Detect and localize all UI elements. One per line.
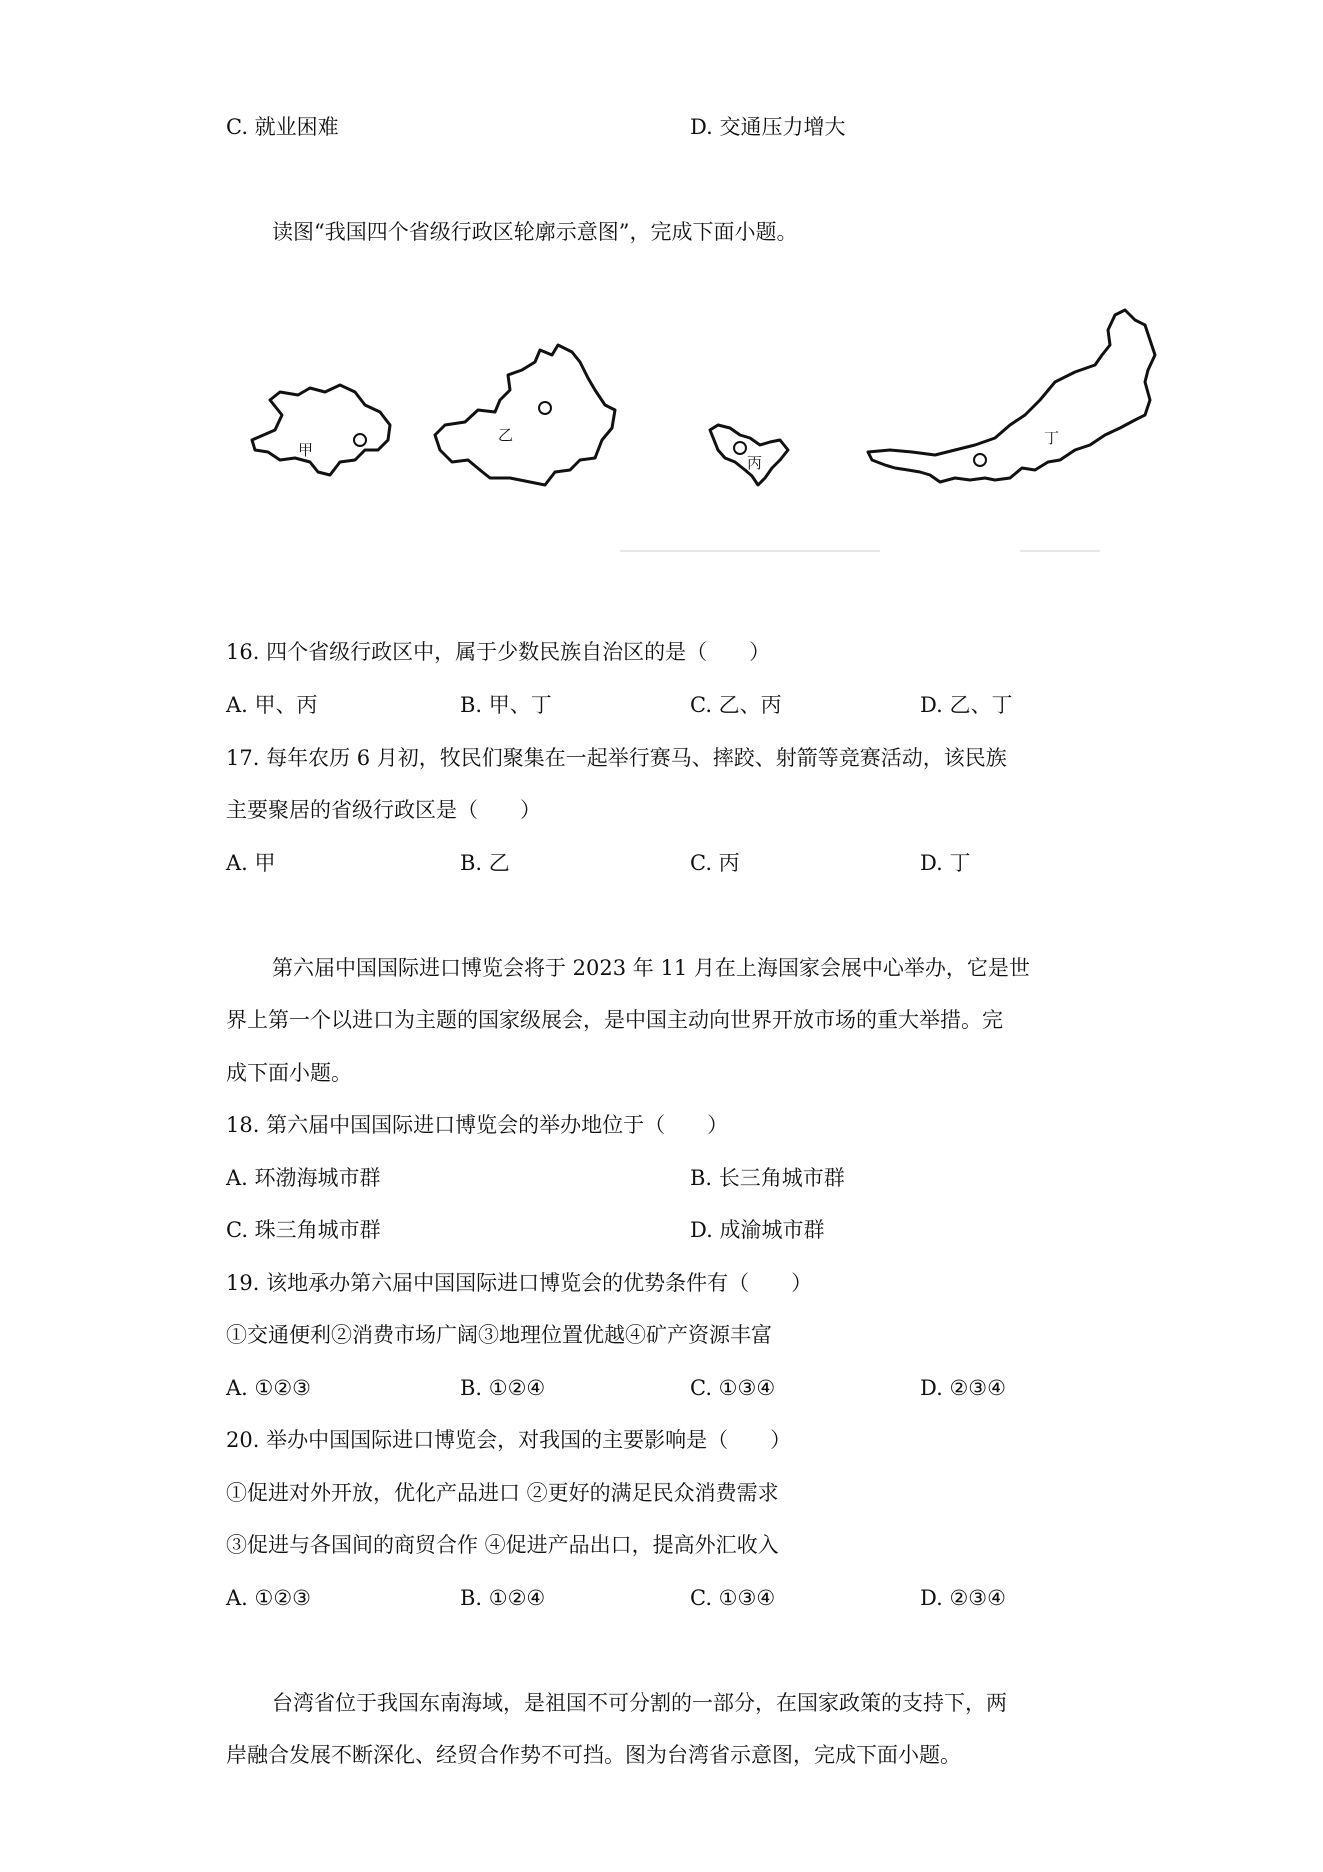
expo-intro-line3: 成下面小题。 <box>226 1061 352 1085</box>
map-label-jia: 甲 <box>298 441 314 459</box>
q20-option-b: B. ①②④ <box>460 1586 546 1610</box>
q18-option-d: D. 成渝城市群 <box>690 1218 825 1242</box>
expo-intro-line1: 第六届中国国际进口博览会将于 2023 年 11 月在上海国家会展中心举办，它是世 <box>272 956 1030 980</box>
q20-stem: 20. 举办中国国际进口博览会，对我国的主要影响是（ ） <box>226 1428 792 1452</box>
q20-items-line1: ①促进对外开放，优化产品进口 ②更好的满足民众消费需求 <box>226 1481 779 1505</box>
capital-marker-yi <box>539 402 551 414</box>
province-outline-map <box>240 300 1170 565</box>
q17-option-d: D. 丁 <box>920 851 971 875</box>
taiwan-intro-line2: 岸融合发展不断深化、经贸合作势不可挡。图为台湾省示意图，完成下面小题。 <box>226 1743 961 1767</box>
province-outline-jia <box>252 385 390 475</box>
q17-option-a: A. 甲 <box>226 851 276 875</box>
q18-option-c: C. 珠三角城市群 <box>226 1218 381 1242</box>
capital-marker-ding <box>974 454 986 466</box>
q20-option-a: A. ①②③ <box>226 1586 311 1610</box>
q16-option-a: A. 甲、丙 <box>226 693 318 717</box>
q19-option-c: C. ①③④ <box>690 1376 776 1400</box>
q17-stem-line2: 主要聚居的省级行政区是（ ） <box>226 798 541 822</box>
map-label-ding: 丁 <box>1044 429 1060 447</box>
q19-option-d: D. ②③④ <box>920 1376 1006 1400</box>
q15-option-d: D. 交通压力增大 <box>690 115 846 139</box>
q16-option-b: B. 甲、丁 <box>460 693 552 717</box>
capital-marker-bing <box>734 442 746 454</box>
q19-stem: 19. 该地承办第六届中国国际进口博览会的优势条件有（ ） <box>226 1271 813 1295</box>
capital-marker-jia <box>354 434 366 446</box>
province-outline-yi <box>435 345 615 485</box>
q17-option-b: B. 乙 <box>460 851 510 875</box>
province-outline-ding <box>868 310 1155 482</box>
q17-option-c: C. 丙 <box>690 851 740 875</box>
q20-option-d: D. ②③④ <box>920 1586 1006 1610</box>
q19-items: ①交通便利②消费市场广阔③地理位置优越④矿产资源丰富 <box>226 1323 772 1347</box>
q15-option-c: C. 就业困难 <box>226 115 339 139</box>
q17-stem-line1: 17. 每年农历 6 月初，牧民们聚集在一起举行赛马、摔跤、射箭等竞赛活动，该民族 <box>226 746 1007 770</box>
map-label-yi: 乙 <box>498 426 514 444</box>
expo-intro-line2: 界上第一个以进口为主题的国家级展会，是中国主动向世界开放市场的重大举措。完 <box>226 1008 1003 1032</box>
q19-option-a: A. ①②③ <box>226 1376 311 1400</box>
q16-stem: 16. 四个省级行政区中，属于少数民族自治区的是（ ） <box>226 640 771 664</box>
q16-option-c: C. 乙、丙 <box>690 693 782 717</box>
q16-option-d: D. 乙、丁 <box>920 693 1013 717</box>
q20-option-c: C. ①③④ <box>690 1586 776 1610</box>
map-label-bing: 丙 <box>747 454 763 472</box>
taiwan-intro-line1: 台湾省位于我国东南海域，是祖国不可分割的一部分，在国家政策的支持下，两 <box>272 1691 1007 1715</box>
map-intro-text: 读图“我国四个省级行政区轮廓示意图”，完成下面小题。 <box>272 220 798 244</box>
q20-items-line2: ③促进与各国间的商贸合作 ④促进产品出口，提高外汇收入 <box>226 1533 779 1557</box>
q18-option-a: A. 环渤海城市群 <box>226 1166 381 1190</box>
q19-option-b: B. ①②④ <box>460 1376 546 1400</box>
q18-stem: 18. 第六届中国国际进口博览会的举办地位于（ ） <box>226 1113 729 1137</box>
q18-option-b: B. 长三角城市群 <box>690 1166 845 1190</box>
